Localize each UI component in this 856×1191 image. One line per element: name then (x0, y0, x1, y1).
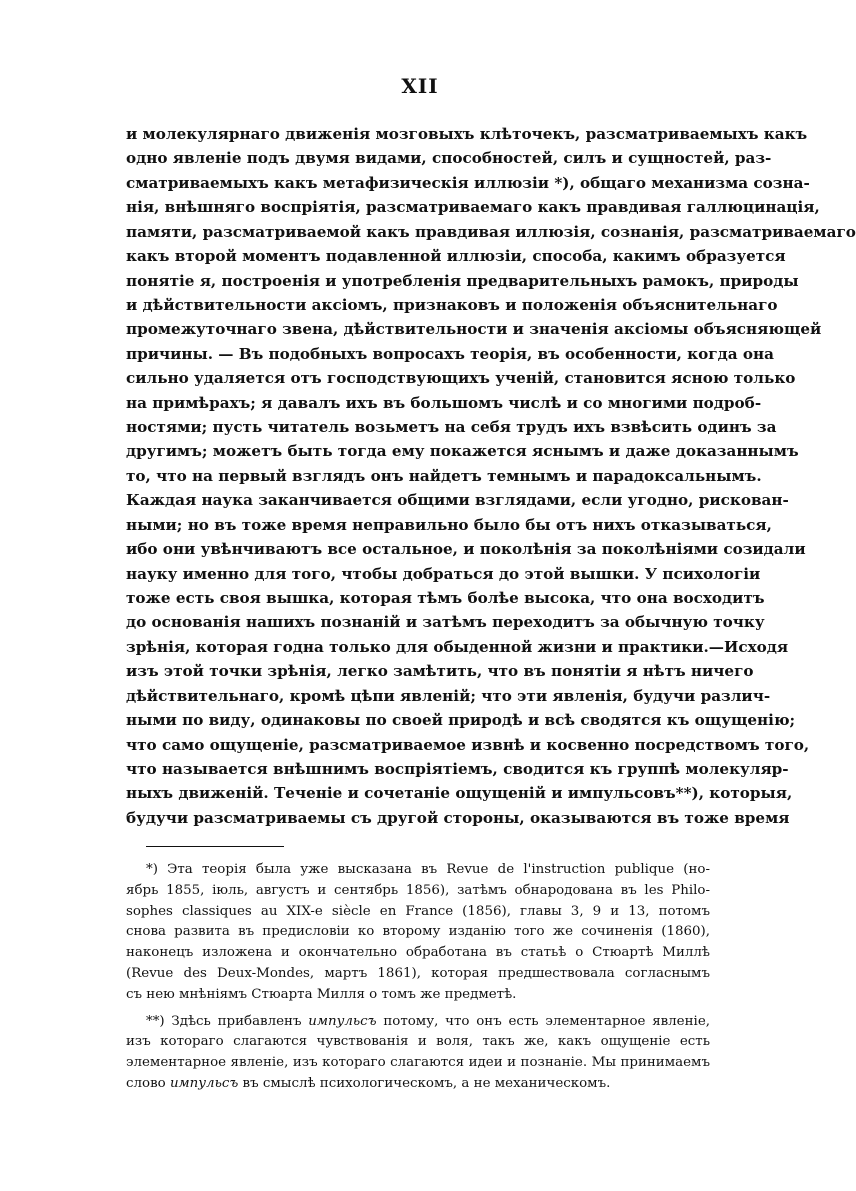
footnote-text: слово (126, 1075, 170, 1091)
text-line: ностями; пусть читатель возьметъ на себя трудъ ихъ взвѣсить одинъ за (126, 418, 777, 437)
text-line: ными по виду, одинаковы по своей природѣ и всѣ сводятся къ ощущенію; (126, 711, 796, 730)
footnote-separator-rule (146, 846, 284, 847)
footnote-italic-term: импульсъ (308, 1013, 377, 1029)
footnote-line: наконецъ изложена и окончательно обработана въ статьѣ о Стюартѣ Миллѣ (126, 945, 710, 961)
text-line: будучи разсматриваемы съ другой стороны, оказываются въ тоже время (126, 808, 790, 827)
footnote-line: изъ котораго слагаются чувствованія и воля, такъ же, какъ ощущеніе есть (126, 1034, 710, 1050)
text-line: то, что на первый взглядъ онъ найдетъ темнымъ и парадоксальнымъ. (126, 466, 762, 485)
text-line: понятіе я, построенія и употребленія предварительныхъ рамокъ, природы (126, 271, 799, 290)
footnote-line: *) Эта теорія была уже высказана въ Revue de l'instruction publique (но- (146, 862, 710, 877)
text-line: на примѣрахъ; я давалъ ихъ въ большомъ числѣ и со многими подроб- (126, 393, 762, 412)
text-line: что называется внѣшнимъ воспріятіемъ, сводится къ группѣ молекуляр- (126, 759, 789, 778)
text-line: что само ощущеніе, разсматриваемое извнѣ и косвенно посредствомъ того, (126, 735, 810, 754)
footnote-1 (126, 860, 710, 1006)
text-line: до основанія нашихъ познаній и затѣмъ переходитъ за обычную точку (126, 613, 765, 632)
text-line: промежуточнаго звена, дѣйствительности и значенія аксіомы объясняющей (126, 320, 822, 339)
footnote-line: снова развита въ предисловіи ко второму изданію того же сочиненія (1860), (126, 924, 710, 940)
footnotes-block (126, 860, 710, 1095)
footnote-line: sophes classiques au XIX-e siècle en France (1856), главы 3, 9 и 13, потомъ (126, 903, 710, 919)
text-line: науку именно для того, чтобы добраться до этой вышки. У психологіи (126, 564, 761, 583)
page-number: XII (401, 74, 439, 98)
text-line: тоже есть своя вышка, которая тѣмъ болѣе высока, что она восходитъ (126, 589, 765, 608)
text-line: сильно удаляется отъ господствующихъ ученій, становится ясною только (126, 369, 796, 388)
footnote-italic-term: импульсъ (169, 1075, 239, 1091)
text-line: памяти, разсматриваемой какъ правдивая иллюзія, сознанія, разсматриваемаго (126, 222, 856, 241)
text-line: ными; но въ тоже время неправильно было бы отъ нихъ отказываться, (126, 515, 772, 534)
text-line: Каждая наука заканчивается общими взглядами, если угодно, рискован- (126, 491, 789, 510)
text-line: изъ этой точки зрѣнія, легко замѣтить, что въ понятіи я нѣтъ ничего (126, 662, 754, 681)
main-text-block (126, 122, 856, 830)
text-line: и молекулярнаго движенія мозговыхъ клѣточекъ, разсматриваемыхъ какъ (126, 125, 808, 143)
text-line: зрѣнія, которая годна только для обыденной жизни и практики.—Исходя (126, 637, 789, 656)
footnote-line (126, 1012, 710, 1033)
text-line: другимъ; можетъ быть тогда ему покажется яснымъ и даже доказаннымъ (126, 442, 799, 461)
footnote-text: **) Здѣсь прибавленъ (146, 1013, 309, 1029)
text-line: одно явленіе подъ двумя видами, способностей, силъ и сущностей, раз- (126, 149, 772, 168)
footnote-text: потому, что онъ есть элементарное явленіе, (376, 1013, 710, 1029)
text-line: ибо они увѣнчиваютъ все остальное, и поколѣнія за поколѣніями созидали (126, 540, 806, 559)
text-line: дѣйствительнаго, кромѣ цѣпи явленій; что эти явленія, будучи различ- (126, 686, 771, 705)
footnote-line (126, 1074, 710, 1095)
footnote-text: въ смыслѣ психологическомъ, а не механическомъ. (238, 1075, 611, 1091)
footnote-line: (Revue des Deux-Mondes, мартъ 1861), которая предшествовала согласнымъ (126, 965, 710, 981)
text-line: какъ второй моментъ подавленной иллюзіи, способа, какимъ образуется (126, 247, 786, 266)
text-line: и дѣйствительности аксіомъ, признаковъ и положенія объяснительнаго (126, 295, 778, 314)
footnote-line: элементарное явленіе, изъ котораго слагаются идеи и познаніе. Мы принимаемъ (126, 1055, 710, 1071)
text-line: нія, внѣшняго воспріятія, разсматриваемаго какъ правдивая галлюцинація, (126, 198, 820, 217)
text-line: сматриваемыхъ какъ метафизическія иллюзіи *), общаго механизма созна- (126, 173, 810, 192)
text-line: причины. — Въ подобныхъ вопросахъ теорія, въ особенности, когда она (126, 344, 774, 363)
footnote-line: ябрь 1855, іюль, августъ и сентябрь 1856), затѣмъ обнародована въ les Philo- (126, 882, 710, 898)
footnote-line: съ нею мнѣніямъ Стюарта Милля о томъ же предметѣ. (126, 986, 517, 1002)
text-line: ныхъ движеній. Теченіе и сочетаніе ощущеній и импульсовъ**), которыя, (126, 784, 793, 803)
footnote-2 (126, 1012, 710, 1095)
